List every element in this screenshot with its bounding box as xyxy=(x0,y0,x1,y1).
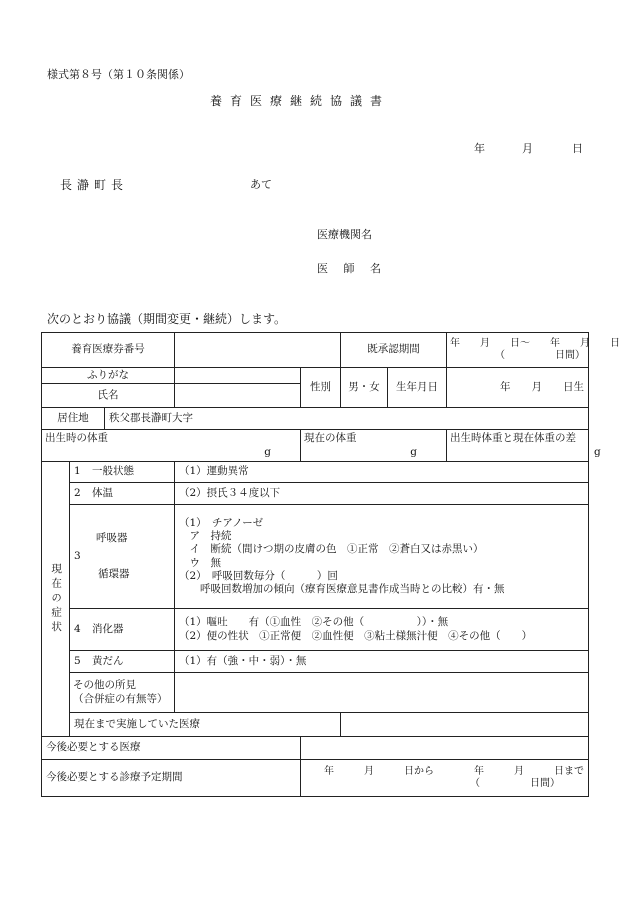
approved-period-label: 既承認期間 xyxy=(341,333,447,368)
sex-label: 性別 xyxy=(301,368,341,408)
weight-diff-label: 出生時体重と現在体重の差 xyxy=(450,432,576,445)
symptom-3-value[interactable] xyxy=(175,505,589,609)
treatment-needed-field[interactable] xyxy=(301,737,589,760)
treatment-needed-label: 今後必要とする医療 xyxy=(42,737,301,760)
symptom-4-number: 4 xyxy=(74,622,81,635)
consultation-form-table xyxy=(41,332,620,797)
symptom-3-name-respiratory: 呼吸器 xyxy=(96,532,128,545)
address-label: 居住地 xyxy=(42,408,105,430)
birth-weight-label: 出生時の体重 xyxy=(45,432,108,445)
symptom-3-number: 3 xyxy=(74,549,81,562)
ticket-number-label: 養育医療券番号 xyxy=(42,333,175,368)
name-label: 氏名 xyxy=(42,384,175,408)
furigana-label: ふりがな xyxy=(42,368,175,384)
symptom-3-line-3: イ 断続（間けつ期の皮膚の色 ①正常 ②蒼白又は赤黒い） xyxy=(179,543,484,556)
symptom-3-line-4: ウ 無 xyxy=(179,556,221,569)
name-field[interactable] xyxy=(175,384,301,408)
approved-period-dates: 年 月 日～ 年 月 日 xyxy=(450,337,620,349)
symptom-1-value[interactable]: （1）運動異常 xyxy=(175,462,589,483)
other-findings-label-2: （合併症の有無等） xyxy=(73,692,168,705)
symptom-3-line-5: （2） 呼吸回数毎分（ ）回 xyxy=(179,569,338,582)
address-field[interactable]: 秩父郡長瀞町大字 xyxy=(105,408,589,430)
symptom-4-line-2: （2）便の性状 ①正常便 ②血性便 ③粘土様無汁便 ④その他（ ） xyxy=(179,629,533,642)
symptom-3-line-1: （1） チアノーゼ xyxy=(179,517,264,530)
addressee-ate: あて xyxy=(250,178,272,191)
planned-period-field[interactable] xyxy=(301,760,589,797)
birth-weight-unit: g xyxy=(264,445,271,458)
weight-diff-cell[interactable] xyxy=(447,430,601,462)
planned-period-days: （ 日間） xyxy=(470,778,560,789)
current-symptoms-label: 現在の症状 xyxy=(42,462,70,737)
birth-weight-cell[interactable] xyxy=(42,430,301,462)
date-year-label: 年 xyxy=(474,142,485,155)
symptom-1-label xyxy=(70,462,175,483)
sex-value[interactable]: 男・女 xyxy=(341,368,388,408)
addressee: 長瀞町長 xyxy=(60,178,129,192)
current-weight-label: 現在の体重 xyxy=(304,432,357,445)
treatment-done-field[interactable] xyxy=(341,713,589,737)
symptom-3-label xyxy=(70,505,175,609)
symptom-1-number: 1 xyxy=(74,465,81,478)
approved-period-days: （ 日間） xyxy=(495,350,585,361)
planned-period-dates: 年 月 日から 年 月 日まで xyxy=(324,765,584,777)
approved-period-field[interactable] xyxy=(447,333,620,368)
symptom-1-name: 一般状態 xyxy=(92,465,134,478)
symptom-5-label xyxy=(70,651,175,673)
symptom-2-name: 体温 xyxy=(92,486,113,499)
symptom-4-value[interactable] xyxy=(175,609,589,651)
other-findings-label xyxy=(70,673,175,713)
symptom-2-label xyxy=(70,483,175,505)
symptom-4-label xyxy=(70,609,175,651)
symptom-3-line-2: ア 持続 xyxy=(179,530,232,543)
other-findings-label-1: その他の所見 xyxy=(73,679,136,692)
institution-label: 医療機関名 xyxy=(317,228,372,241)
symptom-5-number: 5 xyxy=(74,654,81,667)
symptom-3-name-circulatory: 循環器 xyxy=(98,567,130,580)
form-number: 様式第８号（第１０条関係） xyxy=(47,68,190,81)
birthdate-label: 生年月日 xyxy=(388,368,447,408)
symptom-4-name: 消化器 xyxy=(92,622,124,635)
date-day-label: 日 xyxy=(572,142,583,155)
symptom-5-value[interactable]: （1）有（強・中・弱）・無 xyxy=(175,651,589,673)
doctor-label: 医 師 名 xyxy=(317,262,387,275)
furigana-field[interactable] xyxy=(175,368,301,384)
treatment-done-label: 現在まで実施していた医療 xyxy=(70,713,341,737)
symptom-5-name: 黄だん xyxy=(92,654,124,667)
document-title: 養育医療継続協議書 xyxy=(210,94,391,108)
symptom-4-line-1: （1）嘔吐 有（①血性 ②その他（ ））・無 xyxy=(179,616,449,629)
weight-diff-unit: g xyxy=(594,445,601,458)
symptom-3-line-6: 呼吸回数増加の傾向（療育医療意見書作成当時との比較）有・無 xyxy=(179,582,505,595)
date-month-label: 月 xyxy=(522,142,533,155)
ticket-number-field[interactable] xyxy=(175,333,341,368)
symptom-2-number: 2 xyxy=(74,486,81,499)
symptom-2-value[interactable]: （2）摂氏３４度以下 xyxy=(175,483,589,505)
other-findings-field[interactable] xyxy=(175,673,589,713)
intro-text: 次のとおり協議（期間変更・継続）します。 xyxy=(47,312,287,326)
birthdate-value[interactable]: 年 月 日生 xyxy=(447,368,589,408)
current-weight-unit: g xyxy=(410,445,417,458)
planned-period-label: 今後必要とする診療予定期間 xyxy=(42,760,301,797)
current-weight-cell[interactable] xyxy=(301,430,447,462)
